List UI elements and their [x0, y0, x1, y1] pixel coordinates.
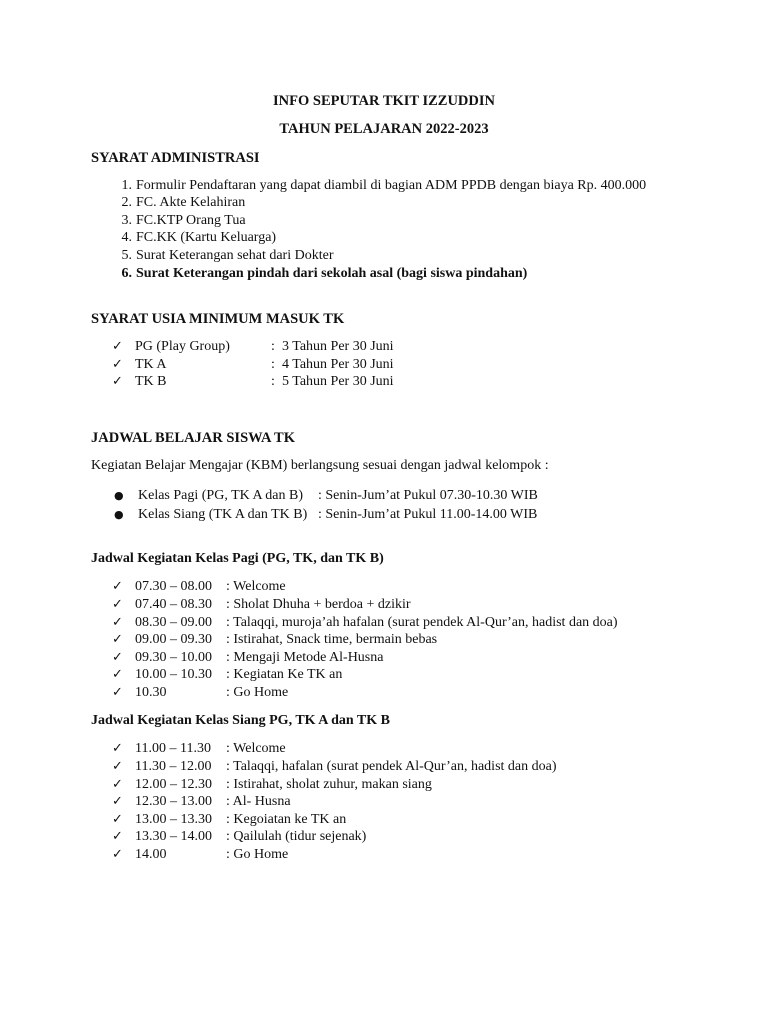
checkmark-icon: ✓: [112, 812, 123, 827]
age-item-separator: :: [271, 357, 275, 372]
admin-item-text: Formulir Pendaftaran yang dapat diambil di bagian ADM PPDB dengan biaya Rp. 400.000: [136, 178, 647, 193]
schedule-activity: : Kegoiatan ke TK an: [226, 812, 347, 827]
morning-schedule-heading: Jadwal Kegiatan Kelas Pagi (PG, TK, dan TK B): [91, 551, 384, 566]
schedule-time: 07.30 – 08.00: [135, 579, 212, 594]
checkmark-icon: ✓: [112, 741, 123, 756]
schedule-activity: : Welcome: [226, 741, 286, 756]
schedule-time: 14.00: [135, 847, 167, 862]
age-item-label: TK B: [135, 374, 167, 389]
schedule-activity: : Talaqqi, hafalan (surat pendek Al-Qur’an, hadist dan doa): [226, 759, 557, 774]
age-item-value: 5 Tahun Per 30 Juni: [282, 374, 394, 389]
admin-item-text: FC.KK (Kartu Keluarga): [136, 230, 277, 245]
admin-item-number: 6.: [121, 266, 132, 281]
schedule-time: 07.40 – 08.30: [135, 597, 212, 612]
schedule-activity: : Al- Husna: [226, 794, 291, 809]
schedule-time: 09.00 – 09.30: [135, 632, 212, 647]
age-item-separator: :: [271, 374, 275, 389]
checkmark-icon: ✓: [112, 597, 123, 612]
schedule-time: 08.30 – 09.00: [135, 615, 212, 630]
document-title: INFO SEPUTAR TKIT IZZUDDIN: [273, 93, 495, 109]
admin-item-text: FC. Akte Kelahiran: [136, 195, 246, 210]
checkmark-icon: ✓: [112, 374, 123, 389]
schedule-activity: : Welcome: [226, 579, 286, 594]
academic-year: TAHUN PELAJARAN 2022-2023: [279, 121, 489, 137]
schedule-activity: : Mengaji Metode Al-Husna: [226, 650, 384, 665]
schedule-activity: : Kegiatan Ke TK an: [226, 667, 343, 682]
age-heading: SYARAT USIA MINIMUM MASUK TK: [91, 311, 345, 327]
admin-heading: SYARAT ADMINISTRASI: [91, 150, 260, 166]
checkmark-icon: ✓: [112, 650, 123, 665]
age-item-value: 3 Tahun Per 30 Juni: [282, 339, 394, 354]
class-session-time: : Senin-Jum’at Pukul 11.00-14.00 WIB: [318, 507, 538, 522]
class-session-time: : Senin-Jum’at Pukul 07.30-10.30 WIB: [318, 488, 538, 503]
checkmark-icon: ✓: [112, 777, 123, 792]
age-item-label: TK A: [135, 357, 167, 372]
schedule-time: 11.30 – 12.00: [135, 759, 212, 774]
age-item-value: 4 Tahun Per 30 Juni: [282, 357, 394, 372]
class-session-label: Kelas Siang (TK A dan TK B): [138, 507, 308, 522]
schedule-activity: : Istirahat, Snack time, bermain bebas: [226, 632, 438, 647]
admin-item-number: 2.: [121, 195, 132, 210]
schedule-heading: JADWAL BELAJAR SISWA TK: [91, 430, 296, 446]
age-item-separator: :: [271, 339, 275, 354]
schedule-activity: : Istirahat, sholat zuhur, makan siang: [226, 777, 432, 792]
bullet-icon: ●: [114, 508, 124, 521]
age-item-label: PG (Play Group): [135, 339, 230, 354]
admin-item-text: Surat Keterangan pindah dari sekolah asal (bagi siswa pindahan): [136, 266, 528, 281]
schedule-time: 11.00 – 11.30: [135, 741, 211, 756]
schedule-activity: : Qailulah (tidur sejenak): [226, 829, 367, 844]
checkmark-icon: ✓: [112, 339, 123, 354]
admin-item-number: 5.: [121, 248, 132, 263]
checkmark-icon: ✓: [112, 847, 123, 862]
checkmark-icon: ✓: [112, 667, 123, 682]
checkmark-icon: ✓: [112, 357, 123, 372]
schedule-activity: : Go Home: [226, 685, 289, 700]
schedule-time: 13.00 – 13.30: [135, 812, 212, 827]
bullet-icon: ●: [114, 489, 124, 502]
admin-item-text: Surat Keterangan sehat dari Dokter: [136, 248, 334, 263]
schedule-activity: : Talaqqi, muroja’ah hafalan (surat pendek Al-Qur’an, hadist dan doa): [226, 615, 618, 630]
schedule-time: 09.30 – 10.00: [135, 650, 212, 665]
schedule-time: 10.30: [135, 685, 167, 700]
admin-item-text: FC.KTP Orang Tua: [136, 213, 246, 228]
schedule-time: 12.00 – 12.30: [135, 777, 212, 792]
checkmark-icon: ✓: [112, 615, 123, 630]
schedule-activity: : Go Home: [226, 847, 289, 862]
schedule-time: 10.00 – 10.30: [135, 667, 212, 682]
checkmark-icon: ✓: [112, 579, 123, 594]
admin-item-number: 1.: [121, 178, 132, 193]
checkmark-icon: ✓: [112, 794, 123, 809]
schedule-time: 12.30 – 13.00: [135, 794, 212, 809]
checkmark-icon: ✓: [112, 632, 123, 647]
schedule-intro: Kegiatan Belajar Mengajar (KBM) berlangsung sesuai dengan jadwal kelompok :: [91, 458, 549, 473]
checkmark-icon: ✓: [112, 829, 123, 844]
class-session-label: Kelas Pagi (PG, TK A dan B): [138, 488, 304, 503]
admin-item-number: 4.: [121, 230, 132, 245]
checkmark-icon: ✓: [112, 685, 123, 700]
checkmark-icon: ✓: [112, 759, 123, 774]
afternoon-schedule-heading: Jadwal Kegiatan Kelas Siang PG, TK A dan TK B: [91, 713, 390, 728]
schedule-time: 13.30 – 14.00: [135, 829, 212, 844]
admin-item-number: 3.: [121, 213, 132, 228]
schedule-activity: : Sholat Dhuha + berdoa + dzikir: [226, 597, 411, 612]
